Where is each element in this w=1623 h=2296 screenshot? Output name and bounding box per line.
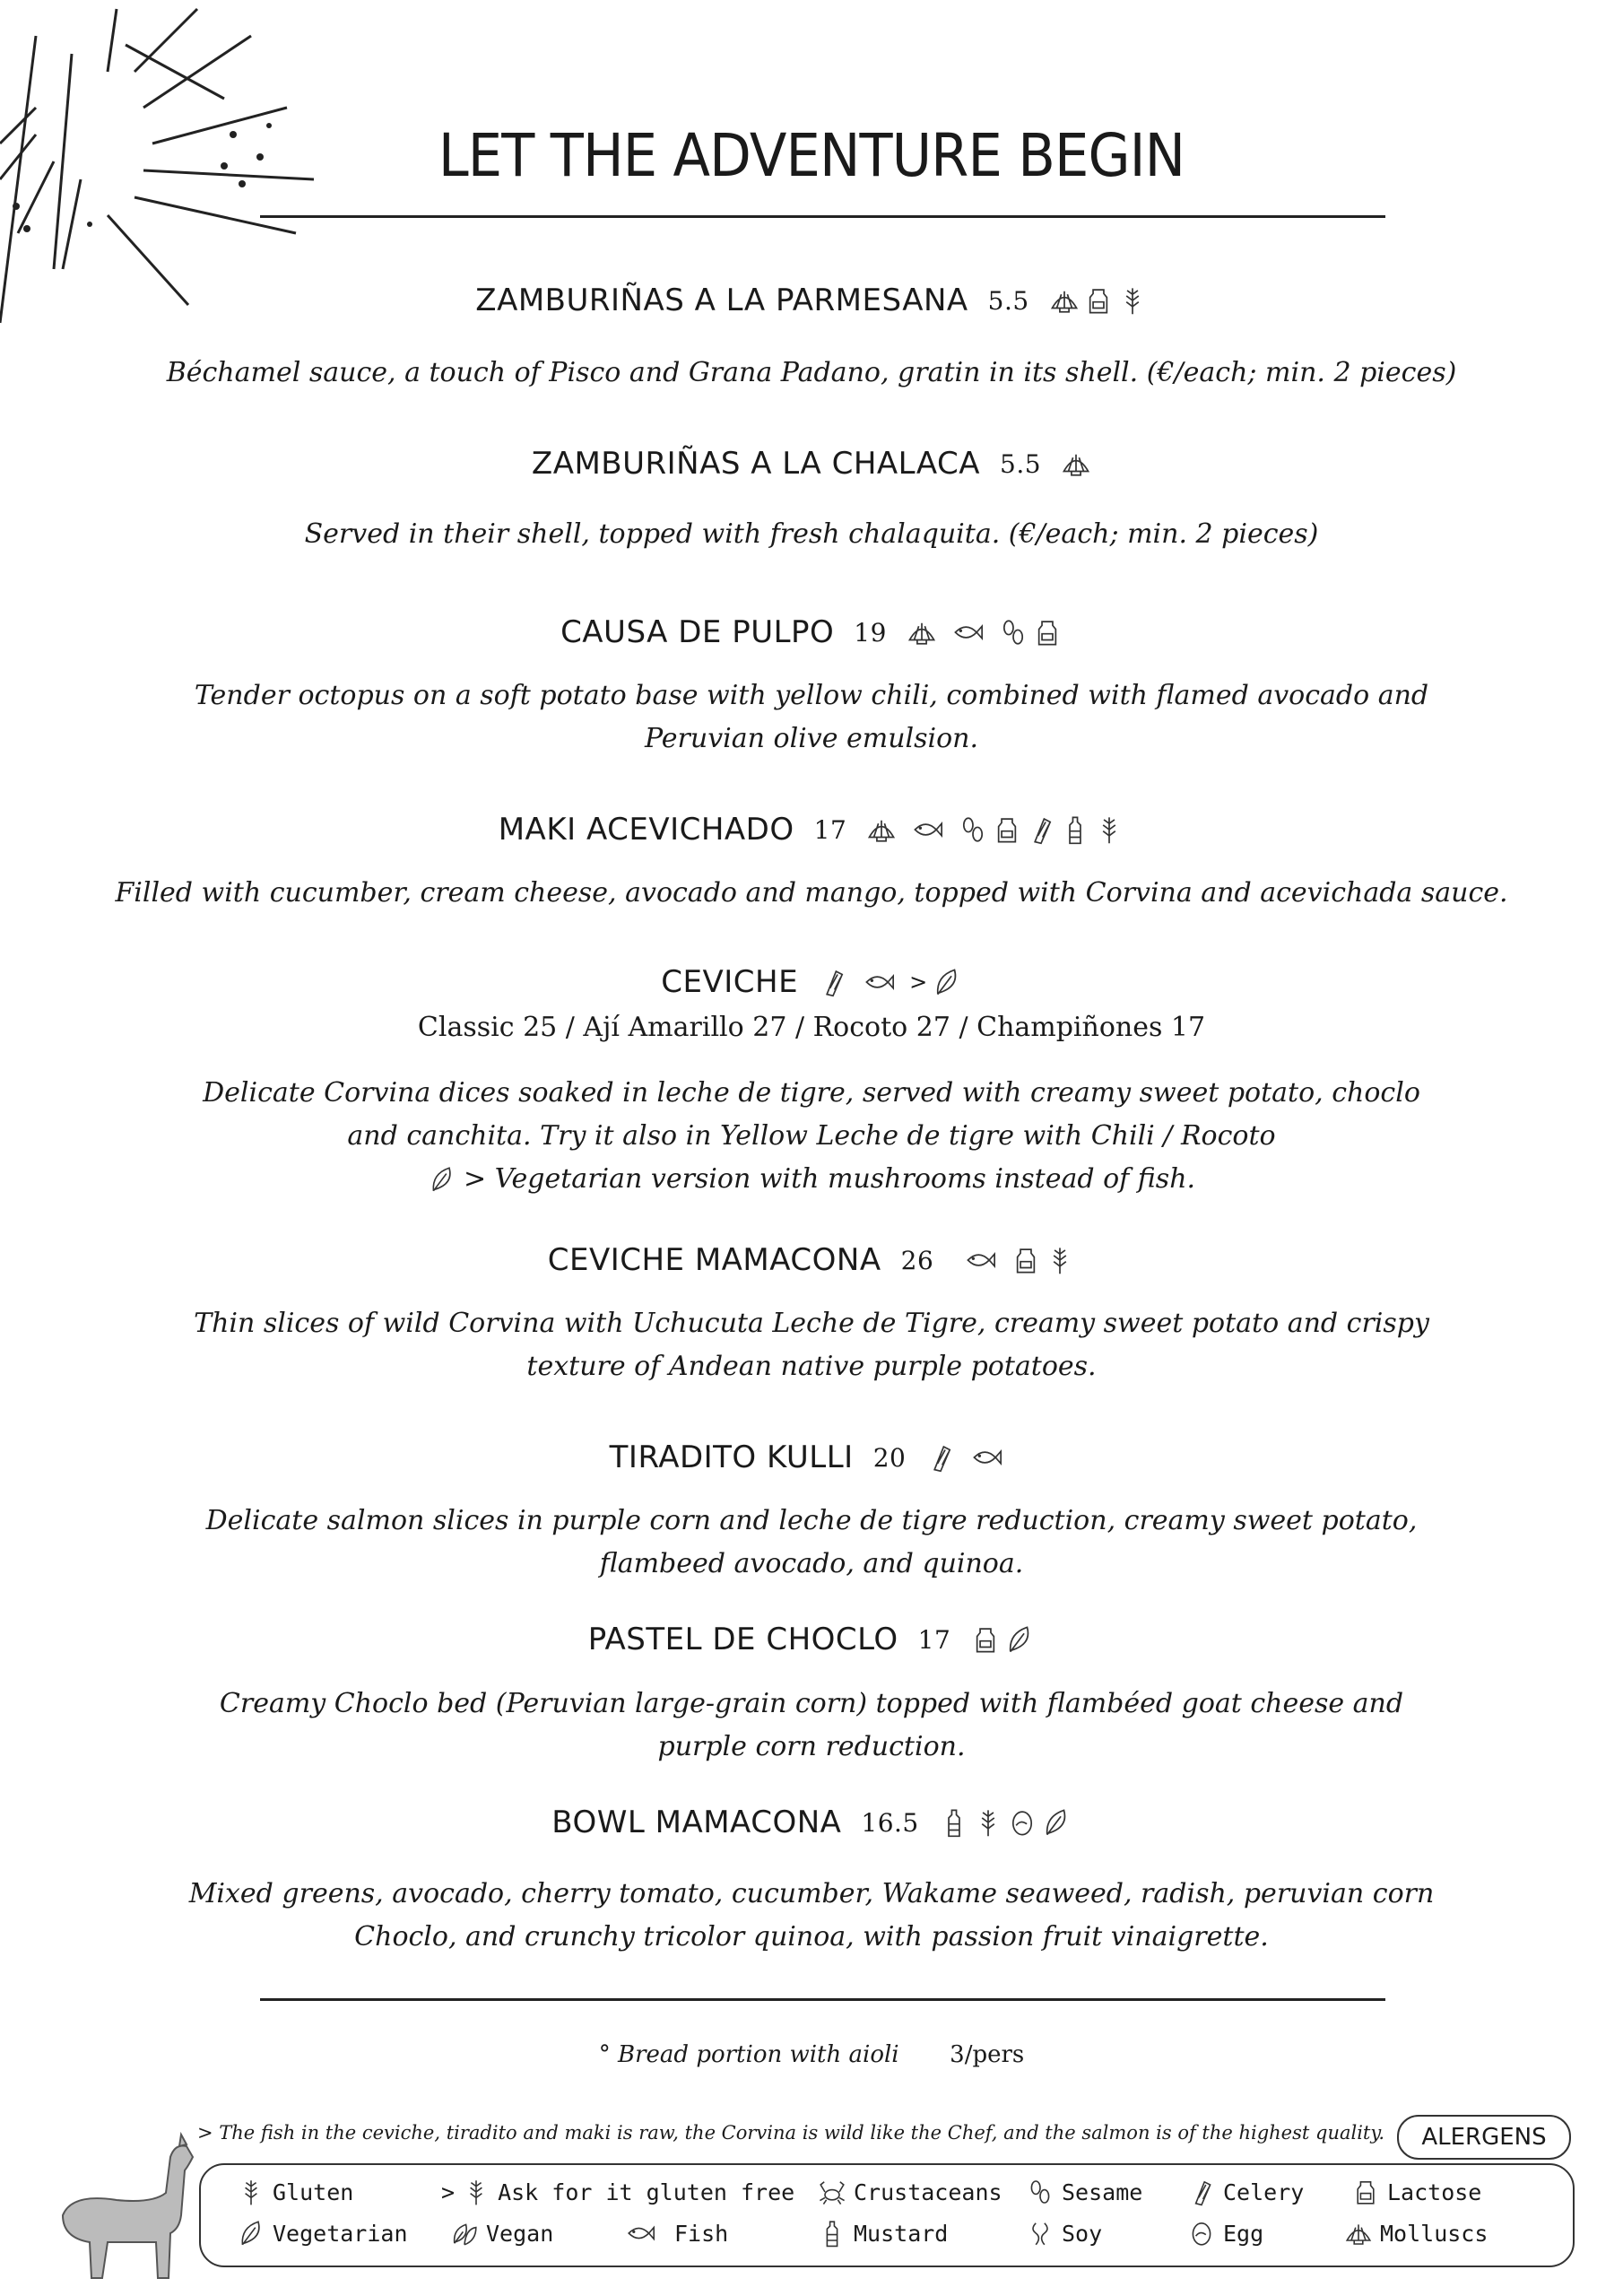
bread-label: ° Bread portion with aioli (598, 2041, 899, 2068)
dish-ceviche-mamacona (0, 1242, 1623, 1278)
dish-price: 19 (854, 617, 887, 648)
legend-label: Fish (674, 2220, 729, 2247)
icon-separator: > (909, 970, 928, 995)
dish-name: BOWL MAMACONA (551, 1805, 842, 1840)
vegetarian-icon (428, 1165, 456, 1194)
alergens-label: ALERGENS (1397, 2115, 1571, 2160)
legend-fish (613, 2219, 728, 2248)
raw-fish-note: > The fish in the ceviche, tiradito and maki is raw, the Corvina is wild like the Chef, and the salmon is of the highest quality. (197, 2122, 1385, 2144)
legend-label: Egg (1223, 2220, 1264, 2247)
legend-vegetarian (237, 2219, 408, 2248)
egg-icon (1187, 2219, 1216, 2248)
dish-price: 5.5 (1000, 448, 1042, 479)
legend-crustaceans (818, 2178, 1002, 2206)
dish-zamburinas-parmesana (0, 283, 1623, 318)
legend-gluten-free (441, 2178, 794, 2206)
dish-name: ZAMBURIÑAS A LA PARMESANA (475, 283, 968, 318)
allergen-legend (199, 2163, 1575, 2267)
bread-price: 3/pers (950, 2041, 1025, 2068)
molluscs-icon (1049, 285, 1080, 316)
dish-description-line1: Delicate Corvina dices soaked in leche de tigre, served with creamy sweet potato, choclo (203, 1077, 1420, 1109)
fish-icon (613, 2219, 667, 2248)
dish-description-line1: Creamy Choclo bed (Peruvian large-grain corn) topped with flambéed goat cheese and (219, 1688, 1404, 1719)
legend-vegan (450, 2219, 553, 2248)
vegetarian-icon (1041, 1807, 1072, 1838)
top-divider (260, 215, 1385, 218)
bread-portion (0, 2041, 1623, 2068)
vegetarian-icon (237, 2219, 265, 2248)
legend-label: Celery (1223, 2179, 1305, 2205)
dish-ceviche (0, 964, 1623, 1000)
lactose-icon (970, 1624, 1001, 1655)
vegetarian-note: > Vegetarian version with mushrooms instead of fish. (463, 1163, 1196, 1195)
lactose-icon (1032, 617, 1063, 648)
dish-description-line2: Peruvian olive emulsion. (644, 723, 979, 754)
gluten-icon (1045, 1245, 1075, 1275)
fish-icon (953, 1245, 1007, 1275)
dish-maki-acevichado (0, 812, 1623, 848)
egg-icon (1007, 1807, 1037, 1838)
dish-causa-de-pulpo (0, 614, 1623, 650)
legend-celery (1187, 2178, 1304, 2206)
molluscs-icon (1344, 2219, 1373, 2248)
vegetarian-icon (932, 967, 962, 997)
dish-description-line2: flambeed avocado, and quinoa. (599, 1548, 1024, 1579)
gluten-icon (1094, 814, 1124, 845)
dish-description: Béchamel sauce, a touch of Pisco and Grana Padano, gratin in its shell. (€/each; min. 2 pieces) (166, 357, 1457, 388)
dish-name: CEVICHE (661, 964, 799, 1000)
vegetarian-icon (1004, 1624, 1035, 1655)
dish-name: TIRADITO KULLI (609, 1439, 854, 1475)
molluscs-icon (1061, 448, 1091, 479)
gluten-icon (1117, 285, 1148, 316)
legend-egg (1187, 2219, 1263, 2248)
dish-zamburinas-chalaca (0, 446, 1623, 482)
crustaceans-icon (818, 2178, 846, 2206)
legend-gluten (237, 2178, 353, 2206)
dish-price: 26 (900, 1245, 934, 1275)
legend-label: Soy (1062, 2220, 1103, 2247)
legend-label: Vegetarian (273, 2220, 408, 2247)
legend-label: Lactose (1387, 2179, 1482, 2205)
dish-name: PASTEL DE CHOCLO (587, 1622, 898, 1657)
dish-description-line2: Choclo, and crunchy tricolor quinoa, with passion fruit vinaigrette. (354, 1921, 1269, 1952)
mustard-icon (818, 2219, 846, 2248)
dish-description: Served in their shell, topped with fresh chalaquita. (€/each; min. 2 pieces) (304, 518, 1319, 550)
legend-label: Vegan (486, 2220, 554, 2247)
legend-label: Mustard (854, 2220, 949, 2247)
gluten-icon (237, 2178, 265, 2206)
celery-icon (818, 967, 848, 997)
dish-description-line3 (0, 1158, 1623, 1201)
legend-lactose (1351, 2178, 1481, 2206)
legend-molluscs (1344, 2219, 1488, 2248)
dish-description-line1: Delicate salmon slices in purple corn and leche de tigre reduction, creamy sweet potato, (205, 1505, 1418, 1536)
mustard-icon (939, 1807, 969, 1838)
dish-description-line2: texture of Andean native purple potatoes. (526, 1351, 1097, 1382)
soy-icon (1026, 2219, 1055, 2248)
legend-label: Crustaceans (854, 2179, 1002, 2205)
dish-description-line1: Thin slices of wild Corvina with Uchucuta Leche de Tigre, creamy sweet potato and crispy (194, 1308, 1429, 1339)
dish-tiradito-kulli (0, 1439, 1623, 1475)
dish-pastel-de-choclo (0, 1622, 1623, 1657)
legend-label: Ask for it gluten free (498, 2179, 795, 2205)
dish-bowl-mamacona (0, 1805, 1623, 1840)
dish-description-line1: Mixed greens, avocado, cherry tomato, cucumber, Wakame seaweed, radish, peruvian corn (188, 1878, 1435, 1909)
dish-description-line1: Tender octopus on a soft potato base with yellow chili, combined with flamed avocado and (194, 680, 1429, 711)
dish-price: 17 (813, 814, 847, 845)
dish-description-line2: purple corn reduction. (657, 1731, 966, 1762)
dish-name: CAUSA DE PULPO (560, 614, 835, 650)
sesame-icon (998, 617, 1028, 648)
fish-icon (852, 967, 906, 997)
gluten-icon (973, 1807, 1003, 1838)
lactose-icon (1351, 2178, 1380, 2206)
sesame-icon (1026, 2178, 1055, 2206)
vegan-icon (450, 2219, 479, 2248)
celery-icon (925, 1442, 956, 1473)
lactose-icon (992, 814, 1022, 845)
lactose-icon (1011, 1245, 1041, 1275)
gluten-free-icon (462, 2178, 490, 2206)
page-title: LET THE ADVENTURE BEGIN (438, 121, 1185, 190)
sesame-icon (958, 814, 988, 845)
ceviche-variants: Classic 25 / Ají Amarillo 27 / Rocoto 27 / Champiñones 17 (417, 1012, 1206, 1043)
celery-icon (1026, 814, 1056, 845)
mustard-icon (1060, 814, 1090, 845)
lactose-icon (1083, 285, 1114, 316)
llama-illustration (45, 2130, 206, 2283)
fish-icon (900, 814, 954, 845)
dish-name: CEVICHE MAMACONA (547, 1242, 881, 1278)
molluscs-icon (866, 814, 897, 845)
dish-price: 16.5 (861, 1807, 919, 1838)
dish-price: 17 (917, 1624, 951, 1655)
celery-icon (1187, 2178, 1216, 2206)
legend-prefix: > (441, 2179, 456, 2205)
legend-label: Sesame (1062, 2179, 1143, 2205)
dish-name: ZAMBURIÑAS A LA CHALACA (531, 446, 981, 482)
legend-label: Molluscs (1380, 2220, 1488, 2247)
dish-price: 20 (872, 1442, 907, 1473)
dish-description: Filled with cucumber, cream cheese, avocado and mango, topped with Corvina and acevichada sauce. (115, 877, 1508, 909)
legend-label: Gluten (273, 2179, 354, 2205)
fish-icon (959, 1442, 1013, 1473)
legend-mustard (818, 2219, 948, 2248)
legend-sesame (1026, 2178, 1142, 2206)
dish-description-line2: and canchita. Try it also in Yellow Leche de tigre with Chili / Rocoto (347, 1120, 1276, 1152)
bottom-divider (260, 1998, 1385, 2001)
legend-soy (1026, 2219, 1102, 2248)
fish-icon (941, 617, 994, 648)
molluscs-icon (907, 617, 937, 648)
dish-price: 5.5 (987, 285, 1029, 316)
dish-name: MAKI ACEVICHADO (498, 812, 794, 848)
